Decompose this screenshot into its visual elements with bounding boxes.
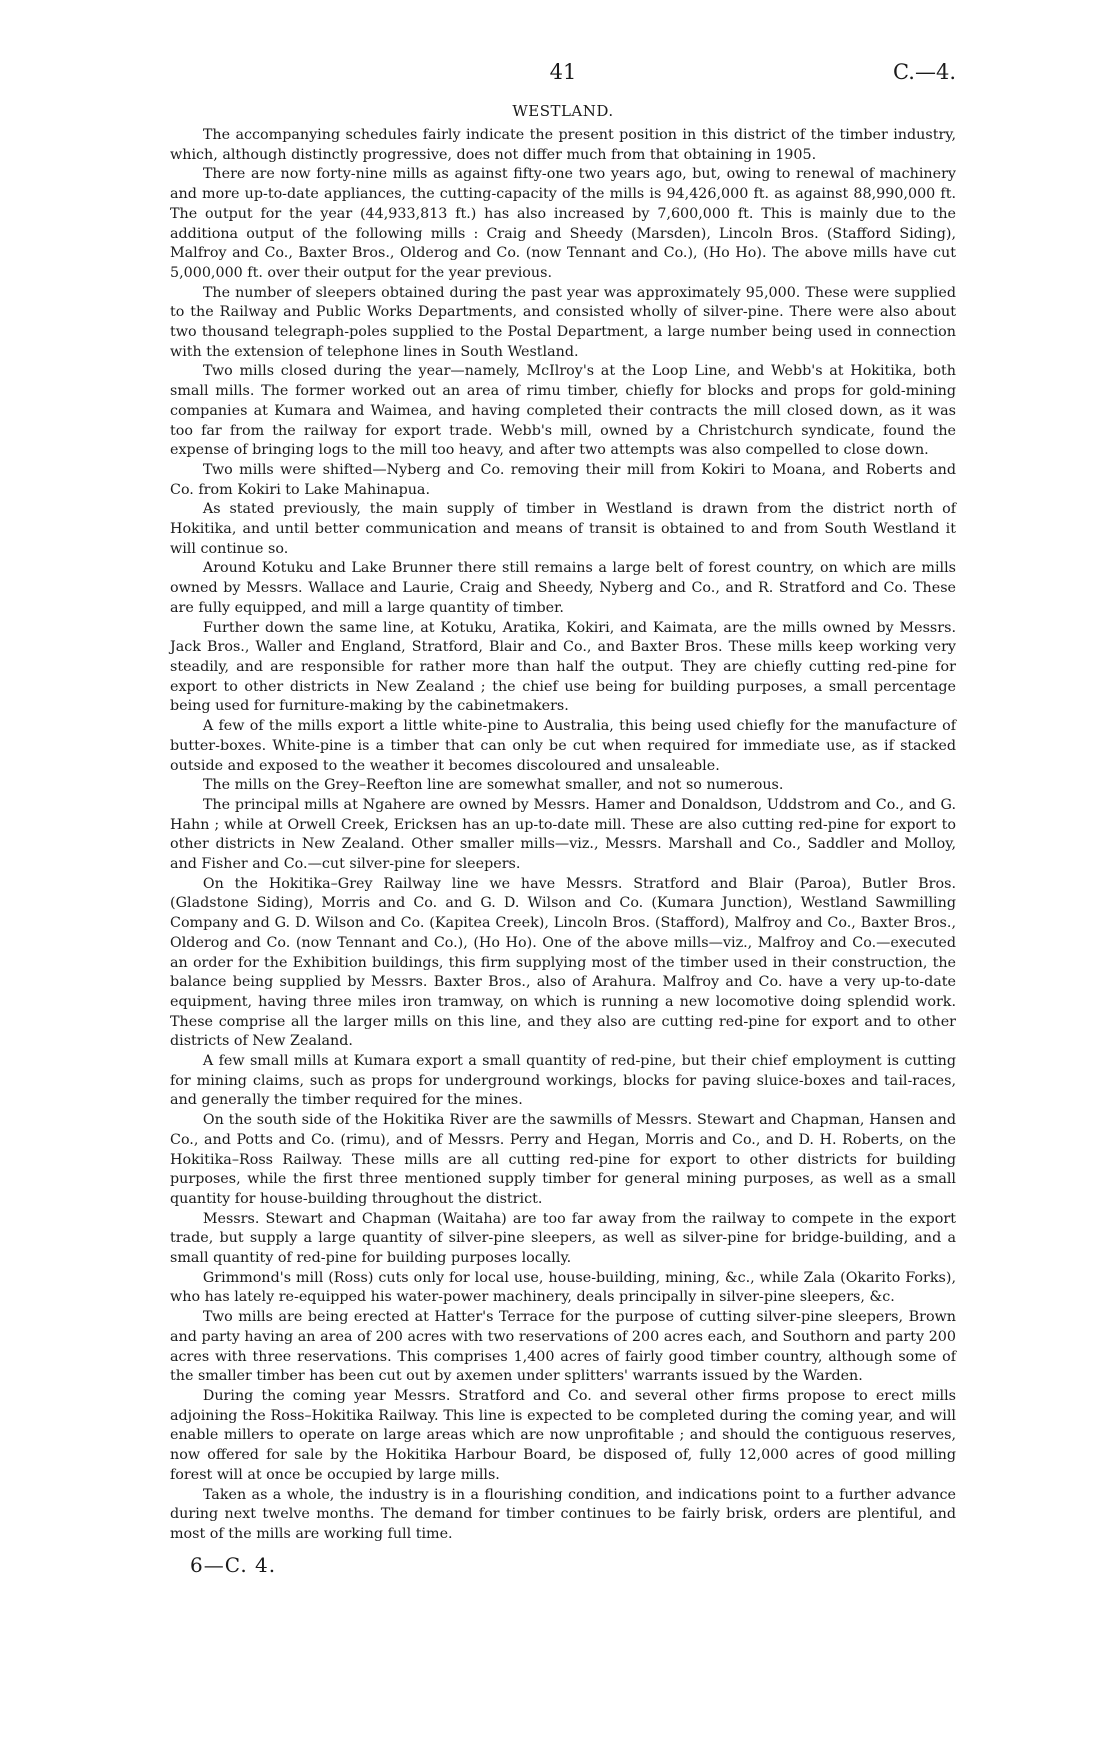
paragraph: The accompanying schedules fairly indicate the present position in this district of the timber industry, which, although distinctly progressive, does not differ much from that obtaining in 1905. — [170, 127, 956, 163]
page-signature-mark: 6—C. 4. — [190, 1552, 277, 1577]
paragraph: A few small mills at Kumara export a small quantity of red-pine, but their chief employment is cutting for mining claims, such as props for underground workings, blocks for paving sluice-boxes and tail-races, and generally the timber required for the mines. — [170, 1053, 956, 1109]
section-title: WESTLAND. — [512, 102, 614, 120]
page-number: 41 — [549, 60, 577, 84]
paragraph: Two mills closed during the year—namely, McIlroy's at the Loop Line, and Webb's at Hokitika, both small mills. The former worked out an area of rimu timber, chiefly for blocks and props for gold-mining companies at Kumara and Waimea, and having completed their contracts the mill closed down, as it was too far from the railway for export trade. Webb's mill, owned by a Christchurch syndicate, found the expense of bringing logs to the mill too heavy, and after two attempts was also compelled to close down. — [170, 363, 956, 459]
paragraph: As stated previously, the main supply of timber in Westland is drawn from the district north of Hokitika, and until better communication and means of transit is obtained to and from South Westland it will continue so. — [170, 501, 956, 557]
paragraph: On the south side of the Hokitika River are the sawmills of Messrs. Stewart and Chapman, Hansen and Co., and Potts and Co. (rimu), and of Messrs. Perry and Hegan, Morris and Co., and D. H. Roberts, on the Hokitika–Ross Railway. These mills are all cutting red-pine for export to other districts for building purposes, while the first three mentioned supply timber for general mining purposes, as well as a small quantity for house-building throughout the district. — [170, 1112, 956, 1207]
paragraph: The mills on the Grey–Reefton line are somewhat smaller, and not so numerous. — [202, 777, 784, 794]
document-page — [170, 60, 956, 1577]
body-text — [170, 126, 956, 1545]
paragraph: During the coming year Messrs. Stratford and Co. and several other firms propose to erect mills adjoining the Ross–Hokitika Railway. This line is expected to be completed during the coming year, and will enable millers to operate on large areas which are now unprofitable ; and should the contiguous reserves, now offered for sale by the Hokitika Harbour Board, be disposed of, fully 12,000 acres of good milling forest will at once be occupied by large mills. — [170, 1388, 956, 1483]
paragraph: A few of the mills export a little white-pine to Australia, this being used chiefly for the manufacture of butter-boxes. White-pine is a timber that can only be cut when required for immediate use, as if stacked outside and exposed to the weather it becomes discoloured and unsaleable. — [170, 718, 956, 774]
paragraph: Messrs. Stewart and Chapman (Waitaha) are too far away from the railway to compete in the export trade, but supply a large quantity of silver-pine sleepers, as well as silver-pine for bridge-building, and a small quantity of red-pine for building purposes locally. — [170, 1210, 956, 1267]
paragraph: Two mills were shifted—Nyberg and Co. removing their mill from Kokiri to Moana, and Roberts and Co. from Kokiri to Lake Mahinapua. — [170, 461, 956, 498]
paragraph: On the Hokitika–Grey Railway line we have Messrs. Stratford and Blair (Paroa), Butler Bros. (Gladstone Siding), Morris and Co. and G. D. Wilson and Co. (Kumara Junction), Westland Sawmilling Company and G. D. Wilson and Co. (Kapitea Creek), Lincoln Bros. (Stafford), Malfroy and Co., Baxter Bros., Olderog and Co. (now Tennant and Co.), (Ho Ho). One of the above mills—viz., Malfroy and Co.—executed an order for the Exhibition buildings, this firm supplying most of the timber used in their construction, the balance being supplied by Messrs. Baxter Bros., also of Arahura. Malfroy and Co. have a very up-to-date equipment, having three miles iron tramway, on which is running a new locomotive doing splendid work. These comprise all the larger mills on this line, and they also are cutting red-pine for export and to other districts of New Zealand. — [170, 875, 956, 1050]
paragraph: The number of sleepers obtained during the past year was approximately 95,000. These were supplied to the Railway and Public Works Departments, and consisted wholly of silver-pine. There were also about two thousand telegraph-poles supplied to the Postal Department, a large number being used in connection with the extension of telephone lines in South Westland. — [170, 284, 956, 360]
paragraph: The principal mills at Ngahere are owned by Messrs. Hamer and Donaldson, Uddstrom and Co., and G. Hahn ; while at Orwell Creek, Ericksen has an up-to-date mill. These are also cutting red-pine for export to other districts in New Zealand. Other smaller mills—viz., Messrs. Marshall and Co., Saddler and Molloy, and Fisher and Co.—cut silver-pine for sleepers. — [170, 796, 956, 873]
paragraph: Grimmond's mill (Ross) cuts only for local use, house-building, mining, &c., while Zala (Okarito Forks), who has lately re-equipped his water-power machinery, deals principally in silver-pine sleepers, &c. — [170, 1269, 956, 1306]
paragraph: There are now forty-nine mills as against fifty-one two years ago, but, owing to renewal of machinery and more up-to-date appliances, the cutting-capacity of the mills is 94,426,000 ft. as against 88,990,000 ft. The output for the year (44,933,813 ft.) has also increased by 7,600,000 ft. This is mainly due to the additiona output of the following mills : Craig and Sheedy (Marsden), Lincoln Bros. (Stafford Siding), Malfroy and Co., Baxter Bros., Olderog and Co. (now Tennant and Co.), (Ho Ho). The above mills have cut 5,000,000 ft. over their output for the year previous. — [170, 166, 956, 281]
paragraph: Two mills are being erected at Hatter's Terrace for the purpose of cutting silver-pine sleepers, Brown and party having an area of 200 acres with two reservations of 200 acres each, and Southorn and party 200 acres with three reservations. This comprises 1,400 acres of fairly good timber country, although some of the smaller timber has been cut out by axemen under splitters' warrants issued by the Warden. — [170, 1309, 956, 1385]
document-reference: C.—4. — [892, 60, 956, 84]
page-header — [170, 60, 956, 94]
paragraph: Further down the same line, at Kotuku, Aratika, Kokiri, and Kaimata, are the mills owned by Messrs. Jack Bros., Waller and England, Stratford, Blair and Co., and Baxter Bros. These mills keep working very steadily, and are responsible for rather more than half the output. They are chiefly cutting red-pine for export to other districts in New Zealand ; the chief use being for building purposes, a small percentage being used for furniture-making by the cabinetmakers. — [170, 619, 956, 715]
paragraph: Taken as a whole, the industry is in a flourishing condition, and indications point to a further advance during next twelve months. The demand for timber continues to be fairly brisk, orders are plentiful, and most of the mills are working full time. — [170, 1486, 956, 1542]
paragraph: Around Kotuku and Lake Brunner there still remains a large belt of forest country, on which are mills owned by Messrs. Wallace and Laurie, Craig and Sheedy, Nyberg and Co., and R. Stratford and Co. These are fully equipped, and mill a large quantity of timber. — [170, 560, 956, 616]
